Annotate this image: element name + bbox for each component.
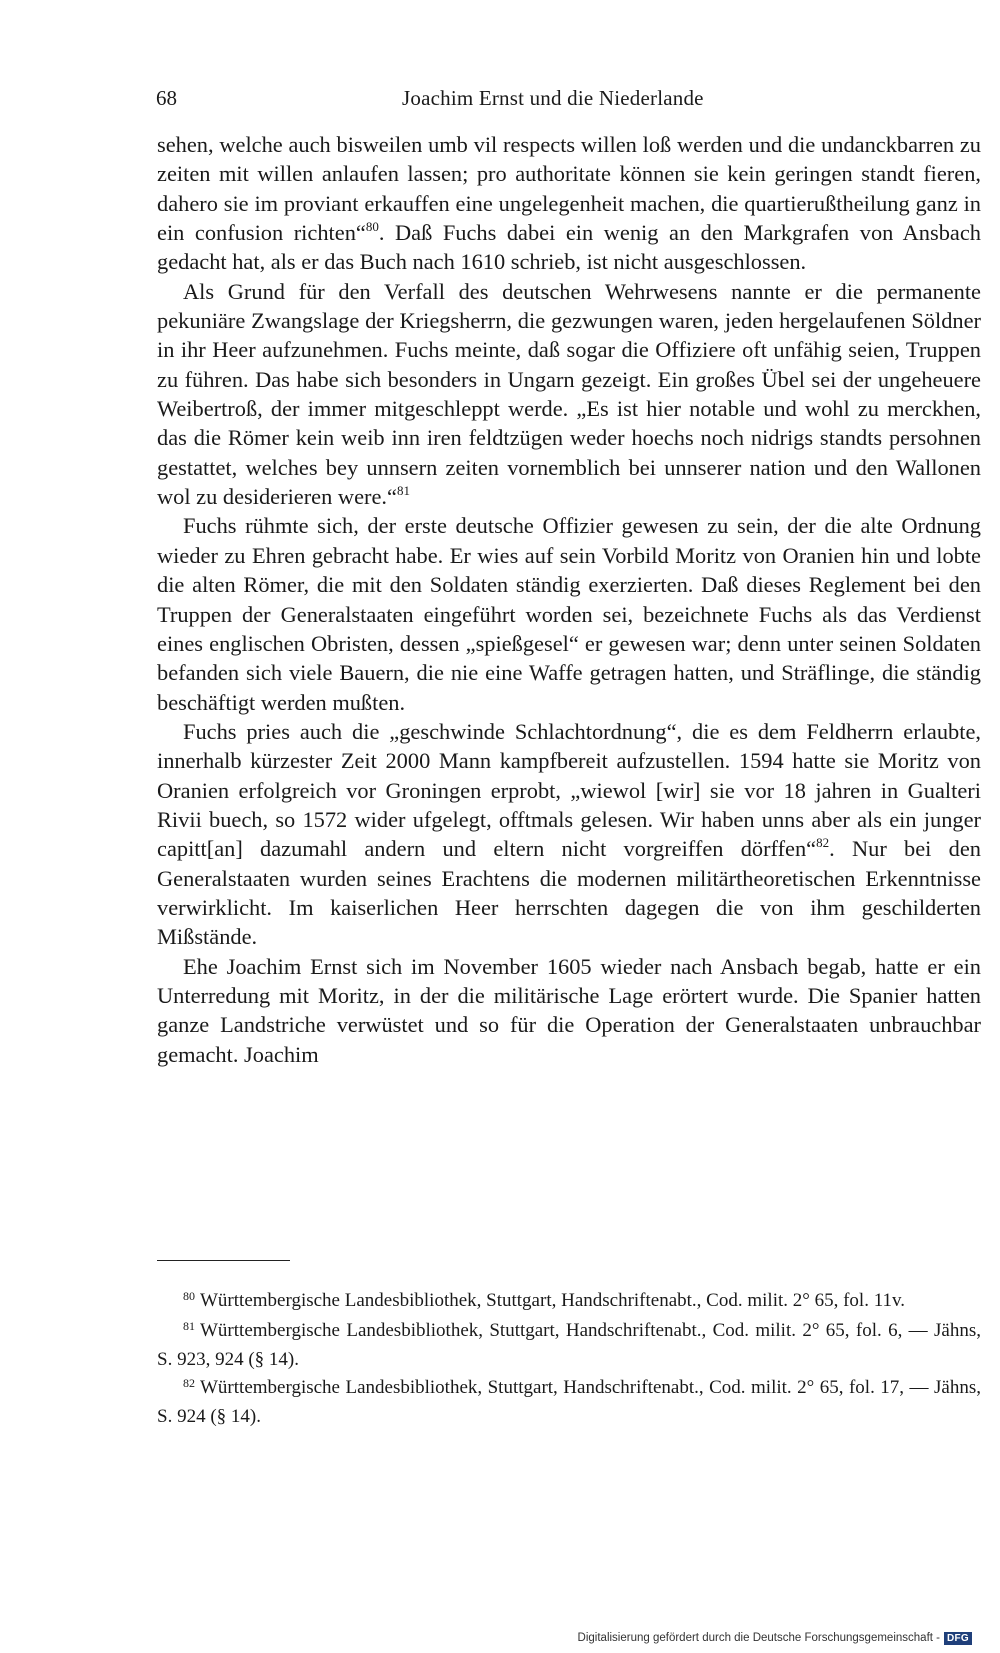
footnote-text: Württembergische Landesbibliothek, Stuttgart, Handschriftenabt., Cod. milit. 2° 65, fol. 6, — Jähns, S. 923, 924 (§ 14). xyxy=(157,1319,981,1370)
footnote-number: 80 xyxy=(183,1289,195,1303)
paragraph-1 xyxy=(157,130,981,277)
page-number: 68 xyxy=(156,86,177,110)
body-text xyxy=(157,130,981,1069)
footnote-ref-81: 81 xyxy=(396,483,410,499)
paragraph-1-tail: . Daß Fuchs dabei ein wenig an den Markgrafen von Ansbach gedacht hat, als er das Buch nach 1610 schrieb, ist nicht ausgeschlossen. xyxy=(157,220,981,275)
footnote-text: Württembergische Landesbibliothek, Stuttgart, Handschriftenabt., Cod. milit. 2° 65, fol. 11v. xyxy=(200,1290,906,1311)
paragraph-4-text: Fuchs pries auch die „geschwinde Schlachtordnung“, die es dem Feldherrn erlaubte, innerhalb kürzester Zeit 2000 Mann kampfbereit aufzustellen. 1594 hatte sie Moritz von Oranien erfolgreich vor Groningen erprobt, „wiewol [wir] sie vor 18 jahren in Gualteri Rivii buech, so 1572 wider ufgelegt, offtmals gelesen. Wir haben unns aber als ein junger capitt[an] dazumahl andern und eltern nicht vorgreiffen dörffen“ xyxy=(157,718,981,862)
running-title: Joachim Ernst und die Niederlande xyxy=(402,86,704,110)
credit-text: Digitalisierung gefördert durch die Deutsche Forschungsgemeinschaft - xyxy=(577,1632,940,1644)
paragraph-2-text: Als Grund für den Verfall des deutschen Wehrwesens nannte er die permanente pekuniäre Zwangslage der Kriegsherrn, die gezwungen waren, jeden hergelaufenen Söldner in ihr Heer aufzunehmen. Fuchs meinte, daß sogar die Offiziere oft unfähig seien, Truppen zu führen. Das habe sich besonders in Ungarn gezeigt. Ein großes Übel sei der ungeheuere Weibertroß, der immer mitgeschleppt werde. „Es ist hier notable und wohl zu merckhen, das die Römer kein weib inn iren feldtzügen weder hoechs noch nidrigs standts persohnen gestattet, welches bey unnsern zeiten vornemblich bei unnserer nation und den Wallonen wol zu desiderieren were.“ xyxy=(157,278,981,510)
paragraph-3 xyxy=(157,511,981,716)
footnote-ref-82: 82 xyxy=(816,835,830,851)
footnote-number: 82 xyxy=(183,1375,195,1390)
footnote-80 xyxy=(157,1287,981,1317)
footnote-81 xyxy=(157,1317,981,1374)
dfg-logo: DFG xyxy=(944,1632,972,1645)
footnote-divider xyxy=(157,1260,290,1261)
footnote-ref-80: 80 xyxy=(365,219,379,235)
paragraph-4 xyxy=(157,717,981,952)
footnote-82 xyxy=(157,1374,981,1431)
paragraph-3-text: Fuchs rühmte sich, der erste deutsche Offizier gewesen zu sein, der die alte Ordnung wieder zu Ehren gebracht habe. Er wies auf sein Vorbild Moritz von Oranien hin und lobte die alten Römer, die mit den Soldaten ständig exerzierten. Daß dieses Reglement bei den Truppen der Generalstaaten eingeführt worden sei, bezeichnete Fuchs als das Verdienst eines englischen Obristen, dessen „spießgesel“ er gewesen war; denn unter seinen Soldaten befanden sich viele Bauern, die nie eine Waffe getragen hatten, und Sträflinge, die ständig beschäftigt werden mußten. xyxy=(157,513,981,715)
page-header xyxy=(156,86,730,116)
footnotes xyxy=(157,1287,981,1431)
footnote-number: 81 xyxy=(183,1318,195,1333)
paragraph-5-text: Ehe Joachim Ernst sich im November 1605 wieder nach Ansbach begab, hatte er ein Unterredung mit Moritz, in der die militärische Lage erörtert wurde. Die Spanier hatten ganze Landstriche verwüstet und so für die Operation der Generalstaaten unbrauchbar gemacht. Joachim xyxy=(157,953,981,1067)
digitization-credit xyxy=(578,1629,972,1647)
paragraph-4-tail: . Nur bei den Generalstaaten wurden seines Erachtens die modernen militärtheoretischen Erkenntnisse verwirklicht. Im kaiserlichen Heer herrschten dagegen die von ihm geschilderten Mißstände. xyxy=(157,836,981,950)
paragraph-2 xyxy=(157,277,981,512)
paragraph-5 xyxy=(157,952,981,1069)
paragraph-1-text: sehen, welche auch bisweilen umb vil respects willen loß werden und die undanckbarren zu zeiten mit willen anlaufen lassen; pro authoritate können sie kein geringen standt fieren, dahero sie im proviant erkauffen eine ungelegenheit machen, die quartierußtheilung ganz in ein confusion richten“ xyxy=(157,132,981,246)
footnote-text: Württembergische Landesbibliothek, Stuttgart, Handschriftenabt., Cod. milit. 2° 65, fol. 17, — Jähns, S. 924 (§ 14). xyxy=(157,1376,981,1427)
